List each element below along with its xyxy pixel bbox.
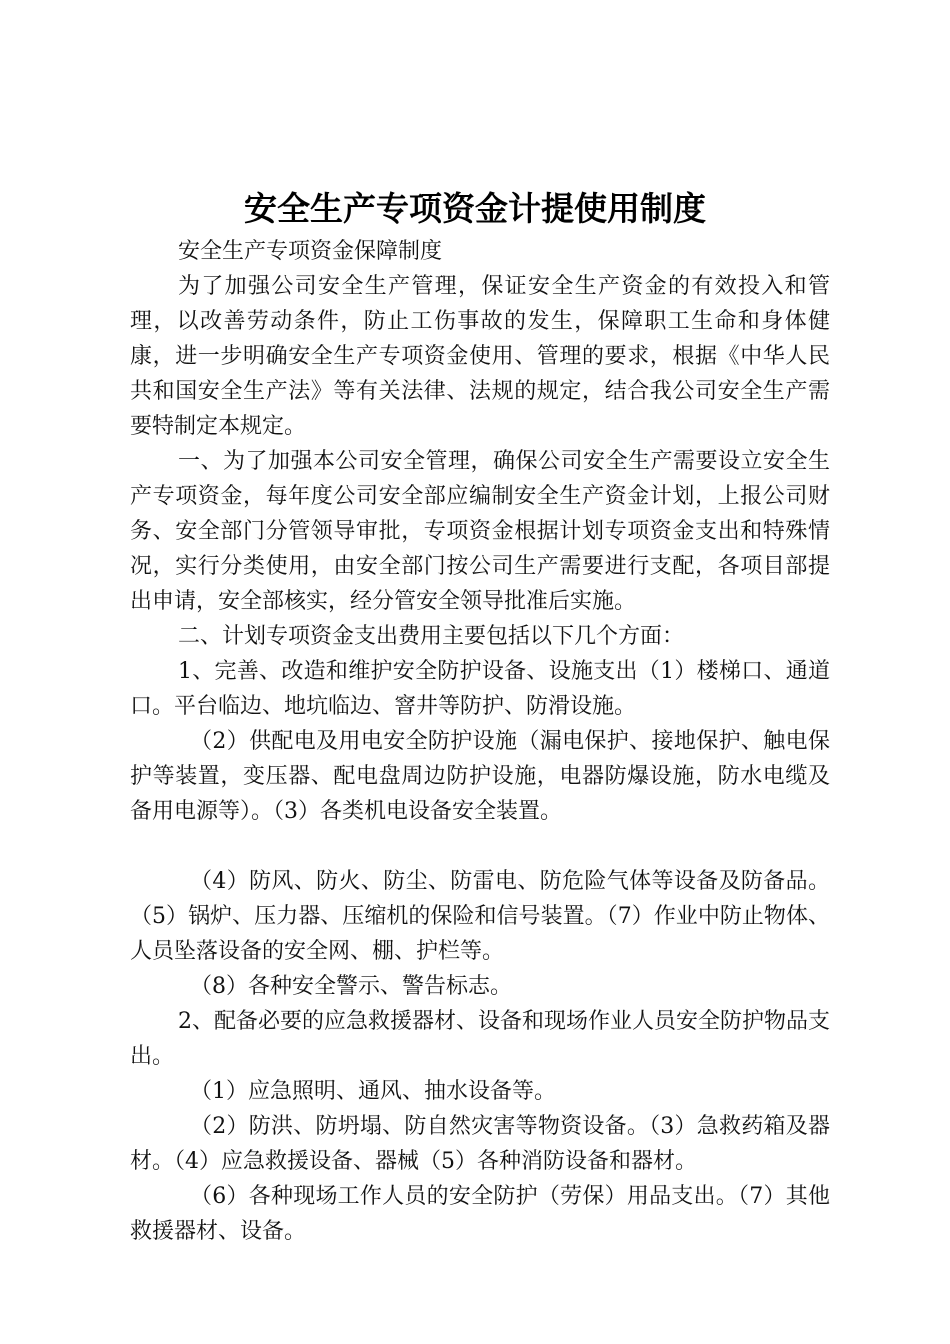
paragraph-item-1: 1、完善、改造和维护安全防护设备、设施支出（1）楼梯口、通道口。平台临边、地坑临边、窨井等防护、防滑设施。 (130, 659, 830, 719)
document-body (130, 234, 830, 1249)
paragraph-item-1-2: （2）供配电及用电安全防护设施（漏电保护、接地保护、触电保护等装置，变压器、配电盘周边防护设施，电器防爆设施，防水电缆及备用电源等）。（3）各类机电设备安全装置。 (130, 729, 830, 824)
paragraph-subtitle: 安全生产专项资金保障制度 (178, 239, 443, 264)
paragraph-item-2-1: （1）应急照明、通风、抽水设备等。 (190, 1079, 556, 1104)
paragraph-item-1-4: （4）防风、防火、防尘、防雷电、防危险气体等设备及防备品。（5）锅炉、压力器、压缩机的保险和信号装置。（7）作业中防止物体、人员坠落设备的安全网、棚、护栏等。 (130, 869, 830, 964)
paragraph-section-2: 二、计划专项资金支出费用主要包括以下几个方面： (178, 624, 685, 649)
paragraph-intro: 为了加强公司安全生产管理，保证安全生产资金的有效投入和管理，以改善劳动条件，防止工伤事故的发生，保障职工生命和身体健康，进一步明确安全生产专项资金使用、管理的要求，根据《中华人民共和国安全生产法》等有关法律、法规的规定，结合我公司安全生产需要特制定本规定。 (130, 274, 830, 439)
paragraph-item-1-8: （8）各种安全警示、警告标志。 (190, 974, 512, 999)
paragraph-section-1: 一、为了加强本公司安全管理，确保公司安全生产需要设立安全生产专项资金，每年度公司安全部应编制安全生产资金计划，上报公司财务、安全部门分管领导审批，专项资金根据计划专项资金支出和特殊情况，实行分类使用，由安全部门按公司生产需要进行支配，各项目部提出申请，安全部核实，经分管安全领导批准后实施。 (130, 449, 830, 614)
paragraph-item-2: 2、配备必要的应急救援器材、设备和现场作业人员安全防护物品支出。 (130, 1009, 830, 1069)
blank-line (130, 829, 830, 864)
document-title: 安全生产专项资金计提使用制度 (244, 189, 706, 228)
paragraph-item-2-6: （6）各种现场工作人员的安全防护（劳保）用品支出。（7）其他救援器材、设备。 (130, 1184, 830, 1244)
paragraph-item-2-2: （2）防洪、防坍塌、防自然灾害等物资设备。（3）急救药箱及器材。（4）应急救援设备、器械（5）各种消防设备和器材。 (130, 1114, 830, 1174)
